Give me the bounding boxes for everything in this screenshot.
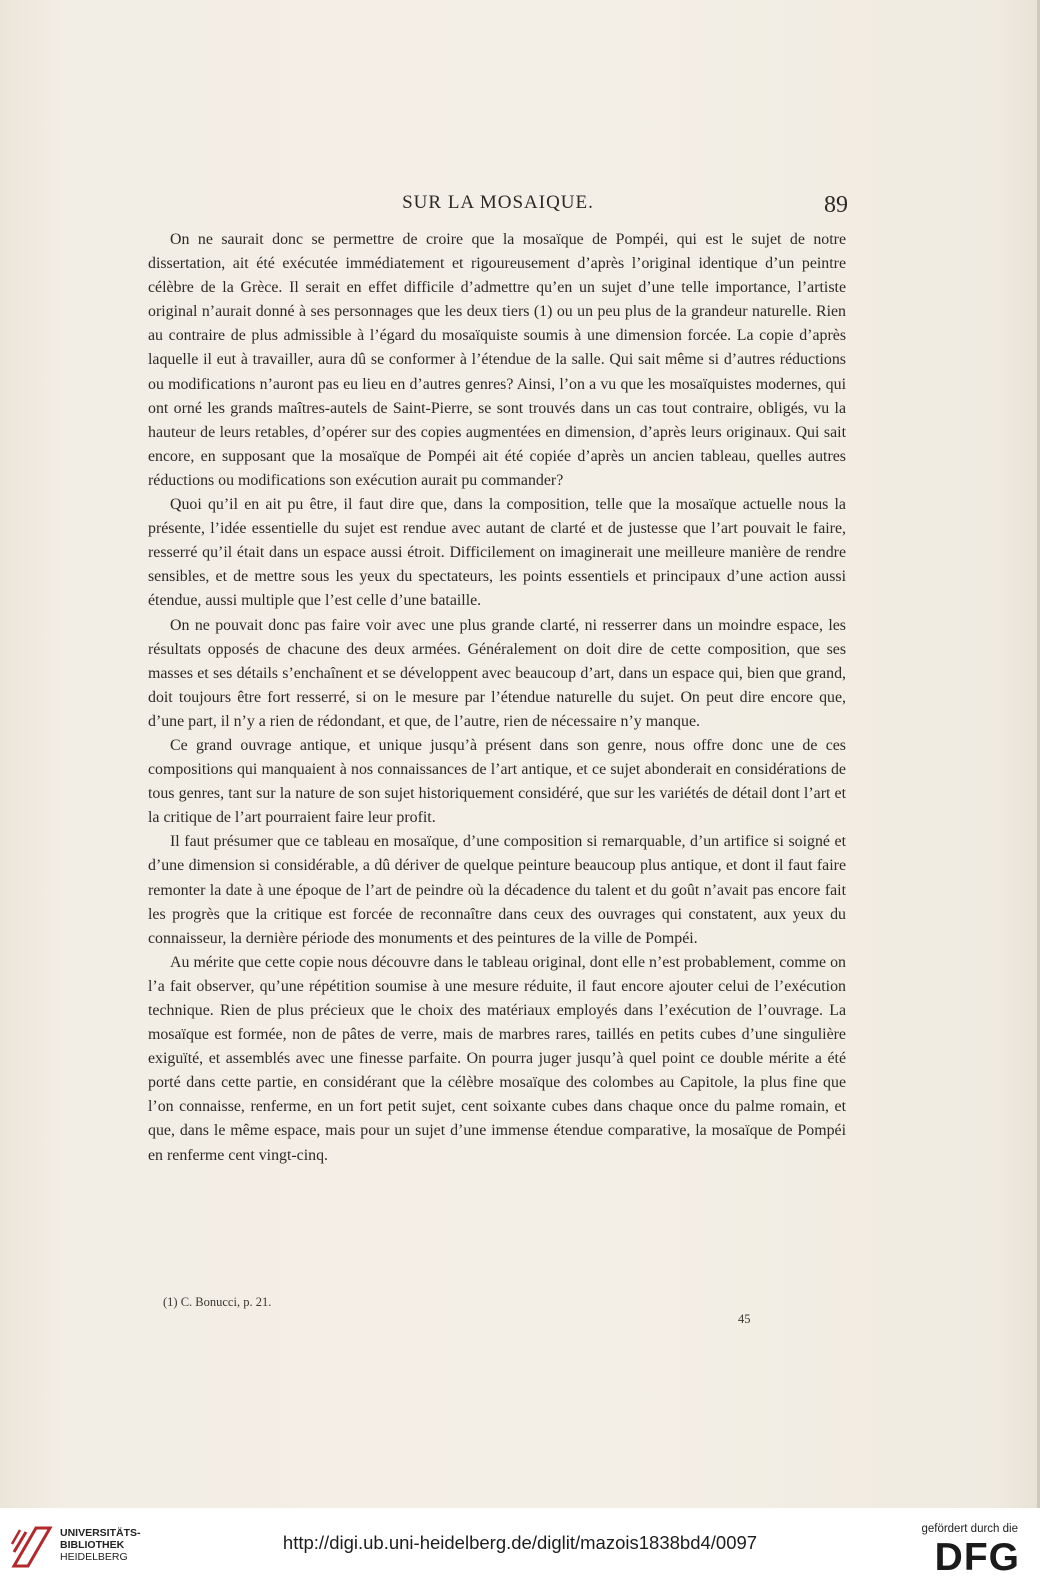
permalink-url[interactable]: http://digi.ub.uni-heidelberg.de/diglit/mazois1838bd4/0097 [282,1532,758,1553]
footnote: (1) C. Bonucci, p. 21. [163,1295,272,1309]
footer-bar [0,1508,1040,1582]
funder-label: gefördert durch die [921,1523,1018,1535]
library-name-line: HEIDELBERG [60,1551,128,1563]
page-title: SUR LA MOSAIQUE. [402,192,594,213]
library-name-line: UNIVERSITÄTS- [60,1527,141,1539]
paragraph: Il faut présumer que ce tableau en mosaïque, d’une composition si remarquable, d’un artifice si soigné et d’une dimension si considérable, a dû dériver de quelque peinture beaucoup plus antique, et dont il faut faire remonter la date à une époque de l’art de peindre où la décadence du talent et du goût n’avait pas encore fait les progrès que la critique est forcée de reconnaître dans ceux des ouvrages qui constatent, aux yeux du connaisseur, la dernière période des monuments et des peintures de la ville de Pompéi. [148,833,846,947]
signature-mark: 45 [738,1312,751,1326]
paragraph: On ne saurait donc se permettre de croire que la mosaïque de Pompéi, qui est le sujet de notre dissertation, ait été exécutée immédiatement et rigoureusement d’après l’original identique d’un peintre célèbre de la Grèce. Il serait en effet difficile d’admettre qu’en un sujet d’une telle importance, l’artiste original n’aurait donné à ses personnages que les deux tiers (1) ou un peu plus de la grandeur naturelle. Rien au contraire de plus admissible à l’égard du mosaïquiste soumis à une dimension forcée. La copie d’après laquelle il eut à travailler, aura dû se conformer à l’étendue de la salle. Qui sait même si d’autres réductions ou modifications n’auront pas eu lieu en d’autres genres? Ainsi, l’on a vu que les mosaïquistes modernes, qui ont orné les grands maîtres-autels de Saint-Pierre, se sont trouvés dans un cas tout contraire, obligés, vu la hauteur de leurs retables, d’opérer sur des copies augmentées en dimension, d’après leurs originaux. Qui sait encore, en supposant que la mosaïque de Pompéi ait été copiée d’après un ancien tableau, quelles autres réductions ou modifications son exécution aurait pu commander? [148,231,846,489]
library-name-line: BIBLIOTHEK [60,1539,125,1551]
running-head [148,192,848,226]
paragraph: Au mérite que cette copie nous découvre dans le tableau original, dont elle n’est probablement, comme on l’a fait observer, qu’une répétition soumise à une mesure réduite, il faut encore ajouter celui de l’exécution technique. Rien de plus précieux que le choix des matériaux employés dans l’exécution de l’ouvrage. La mosaïque est formée, non de pâtes de verre, mais de marbres rares, taillés en petits cubes d’une singulière exiguïté, et assemblés avec une finesse parfaite. On pourra juger jusqu’à quel point ce double mérite a été porté dans cette partie, en considérant que la célèbre mosaïque des colombes au Capitole, la plus fine que l’on connaisse, renferme, en un fort petit sujet, cent soixante cubes dans chaque once du palme romain, et que, dans le même espace, mais pour un sujet d’une immense étendue comparative, la mosaïque de Pompéi en renferme cent vingt-cinq. [148,953,846,1164]
page-number: 89 [824,192,848,218]
body-text [148,228,846,1168]
paragraph: On ne pouvait donc pas faire voir avec une plus grande clarté, ni resserrer dans un moindre espace, les résultats opposés de chacune des deux armées. Généralement on doit dire de cette composition, que ses masses et ses détails s’enchaînent et se développent avec beaucoup d’art, dans un espace qui, bien que grand, doit toujours être fort resserré, si on le mesure par l’étendue naturelle du sujet. On peut dire encore que, d’une part, il n’y a rien de rédondant, et que, de l’autre, rien de nécessaire n’y manque. [148,616,846,730]
dfg-logo: DFG [934,1536,1020,1579]
paragraph: Ce grand ouvrage antique, et unique jusqu’à présent dans son genre, nous offre donc une de ces compositions qui manquaient à nos connaissances de l’art antique, et ce sujet abonderait en considérations de tous genres, tant sur la nature de son sujet historiquement considéré, que sur les variétés de détail dont l’art et la critique de l’art pourraient faire leur profit. [148,736,846,827]
paragraph: Quoi qu’il en ait pu être, il faut dire que, dans la composition, telle que la mosaïque actuelle nous la présente, l’idée essentielle du sujet est rendue avec autant de clarté et de justesse que l’art pouvait le faire, resserré qu’il était dans un espace aussi étroit. Difficilement on imaginerait une meilleure manière de rendre sensibles, et de mettre sous les yeux du spectateurs, les points essentiels et principaux d’une action aussi étendue, aussi multiple que l’est celle d’une bataille. [148,496,846,610]
